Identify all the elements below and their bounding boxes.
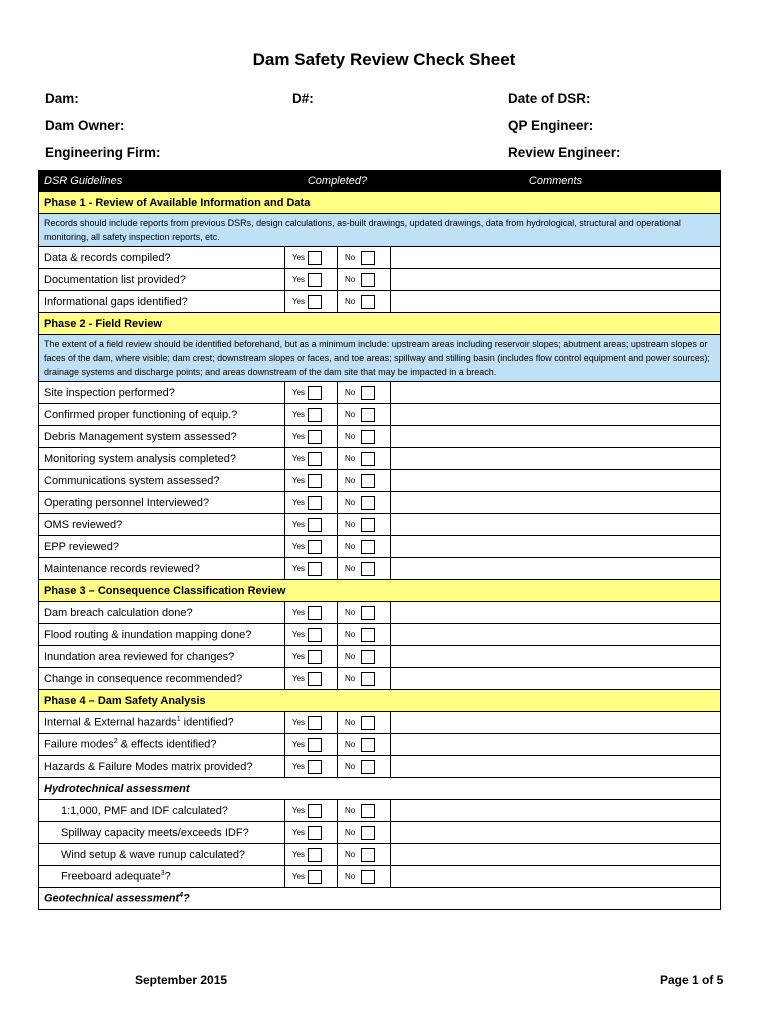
comment-cell[interactable] bbox=[391, 291, 721, 313]
table-header-row bbox=[39, 171, 721, 192]
no-cell: No bbox=[338, 624, 391, 646]
no-cell: No bbox=[338, 291, 391, 313]
comment-cell[interactable] bbox=[391, 492, 721, 514]
no-checkbox[interactable] bbox=[361, 562, 375, 576]
table-row bbox=[39, 668, 721, 690]
table-row bbox=[39, 624, 721, 646]
yes-checkbox[interactable] bbox=[308, 430, 322, 444]
no-cell: No bbox=[338, 404, 391, 426]
comment-cell[interactable] bbox=[391, 470, 721, 492]
no-cell: No bbox=[338, 492, 391, 514]
yes-cell: Yes bbox=[285, 247, 338, 269]
item-label: Freeboard adequate$^3$? bbox=[39, 866, 285, 888]
no-checkbox[interactable] bbox=[361, 826, 375, 840]
no-checkbox[interactable] bbox=[361, 738, 375, 752]
item-label: Informational gaps identified? bbox=[39, 291, 285, 313]
phase-3-title: Phase 3 – Consequence Classification Review bbox=[39, 580, 721, 602]
no-cell: No bbox=[338, 712, 391, 734]
comment-cell[interactable] bbox=[391, 247, 721, 269]
yes-cell: Yes bbox=[285, 800, 338, 822]
yes-checkbox[interactable] bbox=[308, 540, 322, 554]
yes-cell: Yes bbox=[285, 822, 338, 844]
completed-header: Completed? bbox=[285, 171, 391, 192]
comment-cell[interactable] bbox=[391, 404, 721, 426]
guidelines-header: DSR Guidelines bbox=[39, 171, 285, 192]
table-row bbox=[39, 426, 721, 448]
item-label: Data & records compiled? bbox=[39, 247, 285, 269]
yes-checkbox[interactable] bbox=[308, 826, 322, 840]
table-row bbox=[39, 382, 721, 404]
comment-cell[interactable] bbox=[391, 269, 721, 291]
no-cell: No bbox=[338, 646, 391, 668]
table-row bbox=[39, 404, 721, 426]
comment-cell[interactable] bbox=[391, 646, 721, 668]
table-row bbox=[39, 646, 721, 668]
comment-cell[interactable] bbox=[391, 756, 721, 778]
no-checkbox[interactable] bbox=[361, 804, 375, 818]
no-cell: No bbox=[338, 558, 391, 580]
no-checkbox[interactable] bbox=[361, 606, 375, 620]
yes-cell: Yes bbox=[285, 448, 338, 470]
yes-cell: Yes bbox=[285, 756, 338, 778]
comment-cell[interactable] bbox=[391, 822, 721, 844]
table-row bbox=[39, 756, 721, 778]
table-row bbox=[39, 712, 721, 734]
item-label: Dam breach calculation done? bbox=[39, 602, 285, 624]
table-row bbox=[39, 291, 721, 313]
comment-cell[interactable] bbox=[391, 426, 721, 448]
no-cell: No bbox=[338, 844, 391, 866]
phase-2-title: Phase 2 - Field Review bbox=[39, 313, 721, 335]
no-cell: No bbox=[338, 602, 391, 624]
phase-1-note: Records should include reports from previous DSRs, design calculations, as-built drawings, updated drawings, data from hydrological, structural and operational monitoring, all safety inspection reports, etc. bbox=[39, 214, 721, 247]
page-title: Dam Safety Review Check Sheet bbox=[252, 50, 516, 69]
item-label: Monitoring system analysis completed? bbox=[39, 448, 285, 470]
no-checkbox[interactable] bbox=[361, 650, 375, 664]
table-row bbox=[39, 536, 721, 558]
no-checkbox[interactable] bbox=[361, 273, 375, 287]
comment-cell[interactable] bbox=[391, 536, 721, 558]
no-cell: No bbox=[338, 800, 391, 822]
yes-cell: Yes bbox=[285, 558, 338, 580]
no-cell: No bbox=[338, 448, 391, 470]
yes-checkbox[interactable] bbox=[308, 804, 322, 818]
no-checkbox[interactable] bbox=[361, 628, 375, 642]
hydrotechnical-subheading: Hydrotechnical assessment bbox=[39, 778, 721, 800]
comment-cell[interactable] bbox=[391, 558, 721, 580]
table-row bbox=[39, 844, 721, 866]
table-row bbox=[39, 269, 721, 291]
no-cell: No bbox=[338, 734, 391, 756]
no-checkbox[interactable] bbox=[361, 474, 375, 488]
table-row bbox=[39, 470, 721, 492]
yes-cell: Yes bbox=[285, 844, 338, 866]
comment-cell[interactable] bbox=[391, 668, 721, 690]
no-cell: No bbox=[338, 269, 391, 291]
table-row bbox=[39, 492, 721, 514]
item-label: Failure modes$^2$ & effects identified? bbox=[39, 734, 285, 756]
yes-cell: Yes bbox=[285, 602, 338, 624]
qp-engineer-label: QP Engineer: bbox=[508, 118, 594, 133]
no-cell: No bbox=[338, 866, 391, 888]
comment-cell[interactable] bbox=[391, 800, 721, 822]
item-label: Site inspection performed? bbox=[39, 382, 285, 404]
yes-cell: Yes bbox=[285, 624, 338, 646]
yes-checkbox[interactable] bbox=[308, 474, 322, 488]
yes-checkbox[interactable] bbox=[308, 848, 322, 862]
yes-checkbox[interactable] bbox=[308, 295, 322, 309]
comment-cell[interactable] bbox=[391, 514, 721, 536]
item-label: Confirmed proper functioning of equip.? bbox=[39, 404, 285, 426]
comments-header: Comments bbox=[391, 171, 721, 192]
geotechnical-subheading: Geotechnical assessment$^4$? bbox=[39, 888, 721, 910]
item-label: OMS reviewed? bbox=[39, 514, 285, 536]
comment-cell[interactable] bbox=[391, 712, 721, 734]
no-checkbox[interactable] bbox=[361, 386, 375, 400]
no-checkbox[interactable] bbox=[361, 452, 375, 466]
item-label: Debris Management system assessed? bbox=[39, 426, 285, 448]
no-checkbox[interactable] bbox=[361, 430, 375, 444]
item-label: Hazards & Failure Modes matrix provided? bbox=[39, 756, 285, 778]
no-checkbox[interactable] bbox=[361, 518, 375, 532]
item-label: Communications system assessed? bbox=[39, 470, 285, 492]
item-label: Documentation list provided? bbox=[39, 269, 285, 291]
table-row bbox=[39, 734, 721, 756]
no-cell: No bbox=[338, 426, 391, 448]
comment-cell[interactable] bbox=[391, 448, 721, 470]
engineering-firm-label: Engineering Firm: bbox=[45, 145, 161, 160]
item-label: Wind setup & wave runup calculated? bbox=[39, 844, 285, 866]
yes-cell: Yes bbox=[285, 492, 338, 514]
phase-1-title: Phase 1 - Review of Available Information and Data bbox=[39, 192, 721, 214]
no-checkbox[interactable] bbox=[361, 848, 375, 862]
no-checkbox[interactable] bbox=[361, 251, 375, 265]
no-cell: No bbox=[338, 247, 391, 269]
yes-cell: Yes bbox=[285, 866, 338, 888]
yes-cell: Yes bbox=[285, 404, 338, 426]
yes-cell: Yes bbox=[285, 470, 338, 492]
yes-checkbox[interactable] bbox=[308, 408, 322, 422]
no-cell: No bbox=[338, 756, 391, 778]
yes-checkbox[interactable] bbox=[308, 518, 322, 532]
footer-date: September 2015 bbox=[135, 973, 228, 987]
yes-checkbox[interactable] bbox=[308, 628, 322, 642]
item-label: Operating personnel Interviewed? bbox=[39, 492, 285, 514]
yes-cell: Yes bbox=[285, 712, 338, 734]
table-row bbox=[39, 822, 721, 844]
yes-checkbox[interactable] bbox=[308, 738, 322, 752]
yes-checkbox[interactable] bbox=[308, 760, 322, 774]
yes-checkbox[interactable] bbox=[308, 606, 322, 620]
dam-label: Dam: bbox=[45, 91, 79, 106]
no-checkbox[interactable] bbox=[361, 540, 375, 554]
yes-checkbox[interactable] bbox=[308, 716, 322, 730]
yes-cell: Yes bbox=[285, 668, 338, 690]
item-label: Spillway capacity meets/exceeds IDF? bbox=[39, 822, 285, 844]
yes-checkbox[interactable] bbox=[308, 672, 322, 686]
no-checkbox[interactable] bbox=[361, 716, 375, 730]
item-label: EPP reviewed? bbox=[39, 536, 285, 558]
table-row bbox=[39, 866, 721, 888]
yes-checkbox[interactable] bbox=[308, 562, 322, 576]
checklist-table bbox=[38, 170, 721, 910]
yes-cell: Yes bbox=[285, 734, 338, 756]
no-cell: No bbox=[338, 668, 391, 690]
table-row bbox=[39, 800, 721, 822]
item-label: Inundation area reviewed for changes? bbox=[39, 646, 285, 668]
yes-checkbox[interactable] bbox=[308, 496, 322, 510]
review-engineer-label: Review Engineer: bbox=[508, 145, 621, 160]
no-checkbox[interactable] bbox=[361, 295, 375, 309]
item-label: 1:1,000, PMF and IDF calculated? bbox=[39, 800, 285, 822]
item-label: Change in consequence recommended? bbox=[39, 668, 285, 690]
table-row bbox=[39, 888, 721, 910]
comment-cell[interactable] bbox=[391, 866, 721, 888]
date-of-dsr-label: Date of DSR: bbox=[508, 91, 591, 106]
table-row bbox=[39, 778, 721, 800]
yes-checkbox[interactable] bbox=[308, 273, 322, 287]
item-label: Maintenance records reviewed? bbox=[39, 558, 285, 580]
yes-cell: Yes bbox=[285, 382, 338, 404]
no-cell: No bbox=[338, 382, 391, 404]
no-cell: No bbox=[338, 822, 391, 844]
no-checkbox[interactable] bbox=[361, 672, 375, 686]
no-checkbox[interactable] bbox=[361, 496, 375, 510]
item-label: Flood routing & inundation mapping done? bbox=[39, 624, 285, 646]
yes-checkbox[interactable] bbox=[308, 251, 322, 265]
comment-cell[interactable] bbox=[391, 734, 721, 756]
table-row bbox=[39, 247, 721, 269]
no-checkbox[interactable] bbox=[361, 870, 375, 884]
yes-checkbox[interactable] bbox=[308, 386, 322, 400]
dam-owner-label: Dam Owner: bbox=[45, 118, 125, 133]
table-row bbox=[39, 514, 721, 536]
yes-cell: Yes bbox=[285, 536, 338, 558]
table-row bbox=[39, 602, 721, 624]
phase-4-title: Phase 4 – Dam Safety Analysis bbox=[39, 690, 721, 712]
no-checkbox[interactable] bbox=[361, 408, 375, 422]
comment-cell[interactable] bbox=[391, 624, 721, 646]
yes-checkbox[interactable] bbox=[308, 870, 322, 884]
yes-cell: Yes bbox=[285, 646, 338, 668]
no-cell: No bbox=[338, 536, 391, 558]
yes-checkbox[interactable] bbox=[308, 650, 322, 664]
table-row bbox=[39, 558, 721, 580]
table-row bbox=[39, 448, 721, 470]
yes-cell: Yes bbox=[285, 291, 338, 313]
yes-cell: Yes bbox=[285, 426, 338, 448]
phase-2-note: The extent of a field review should be identified beforehand, but as a minimum include: upstream areas including reservoir slopes; abutment areas; upstream slopes or faces of the dam, where visible; dam crest; downstream slopes or faces, and toe areas; spillway and stilling basin (includes flow control equipment and power sources); drainage systems and discharge points; and areas downstream of the dam site that may be impacted in a breach. bbox=[39, 335, 721, 382]
yes-checkbox[interactable] bbox=[308, 452, 322, 466]
no-checkbox[interactable] bbox=[361, 760, 375, 774]
yes-cell: Yes bbox=[285, 514, 338, 536]
item-label: Internal & External hazards$^1$ identified? bbox=[39, 712, 285, 734]
comment-cell[interactable] bbox=[391, 602, 721, 624]
comment-cell[interactable] bbox=[391, 844, 721, 866]
no-cell: No bbox=[338, 514, 391, 536]
no-cell: No bbox=[338, 470, 391, 492]
footer-page-number: Page 1 of 5 bbox=[660, 973, 724, 987]
comment-cell[interactable] bbox=[391, 382, 721, 404]
d-number-label: D#: bbox=[292, 91, 314, 106]
yes-cell: Yes bbox=[285, 269, 338, 291]
